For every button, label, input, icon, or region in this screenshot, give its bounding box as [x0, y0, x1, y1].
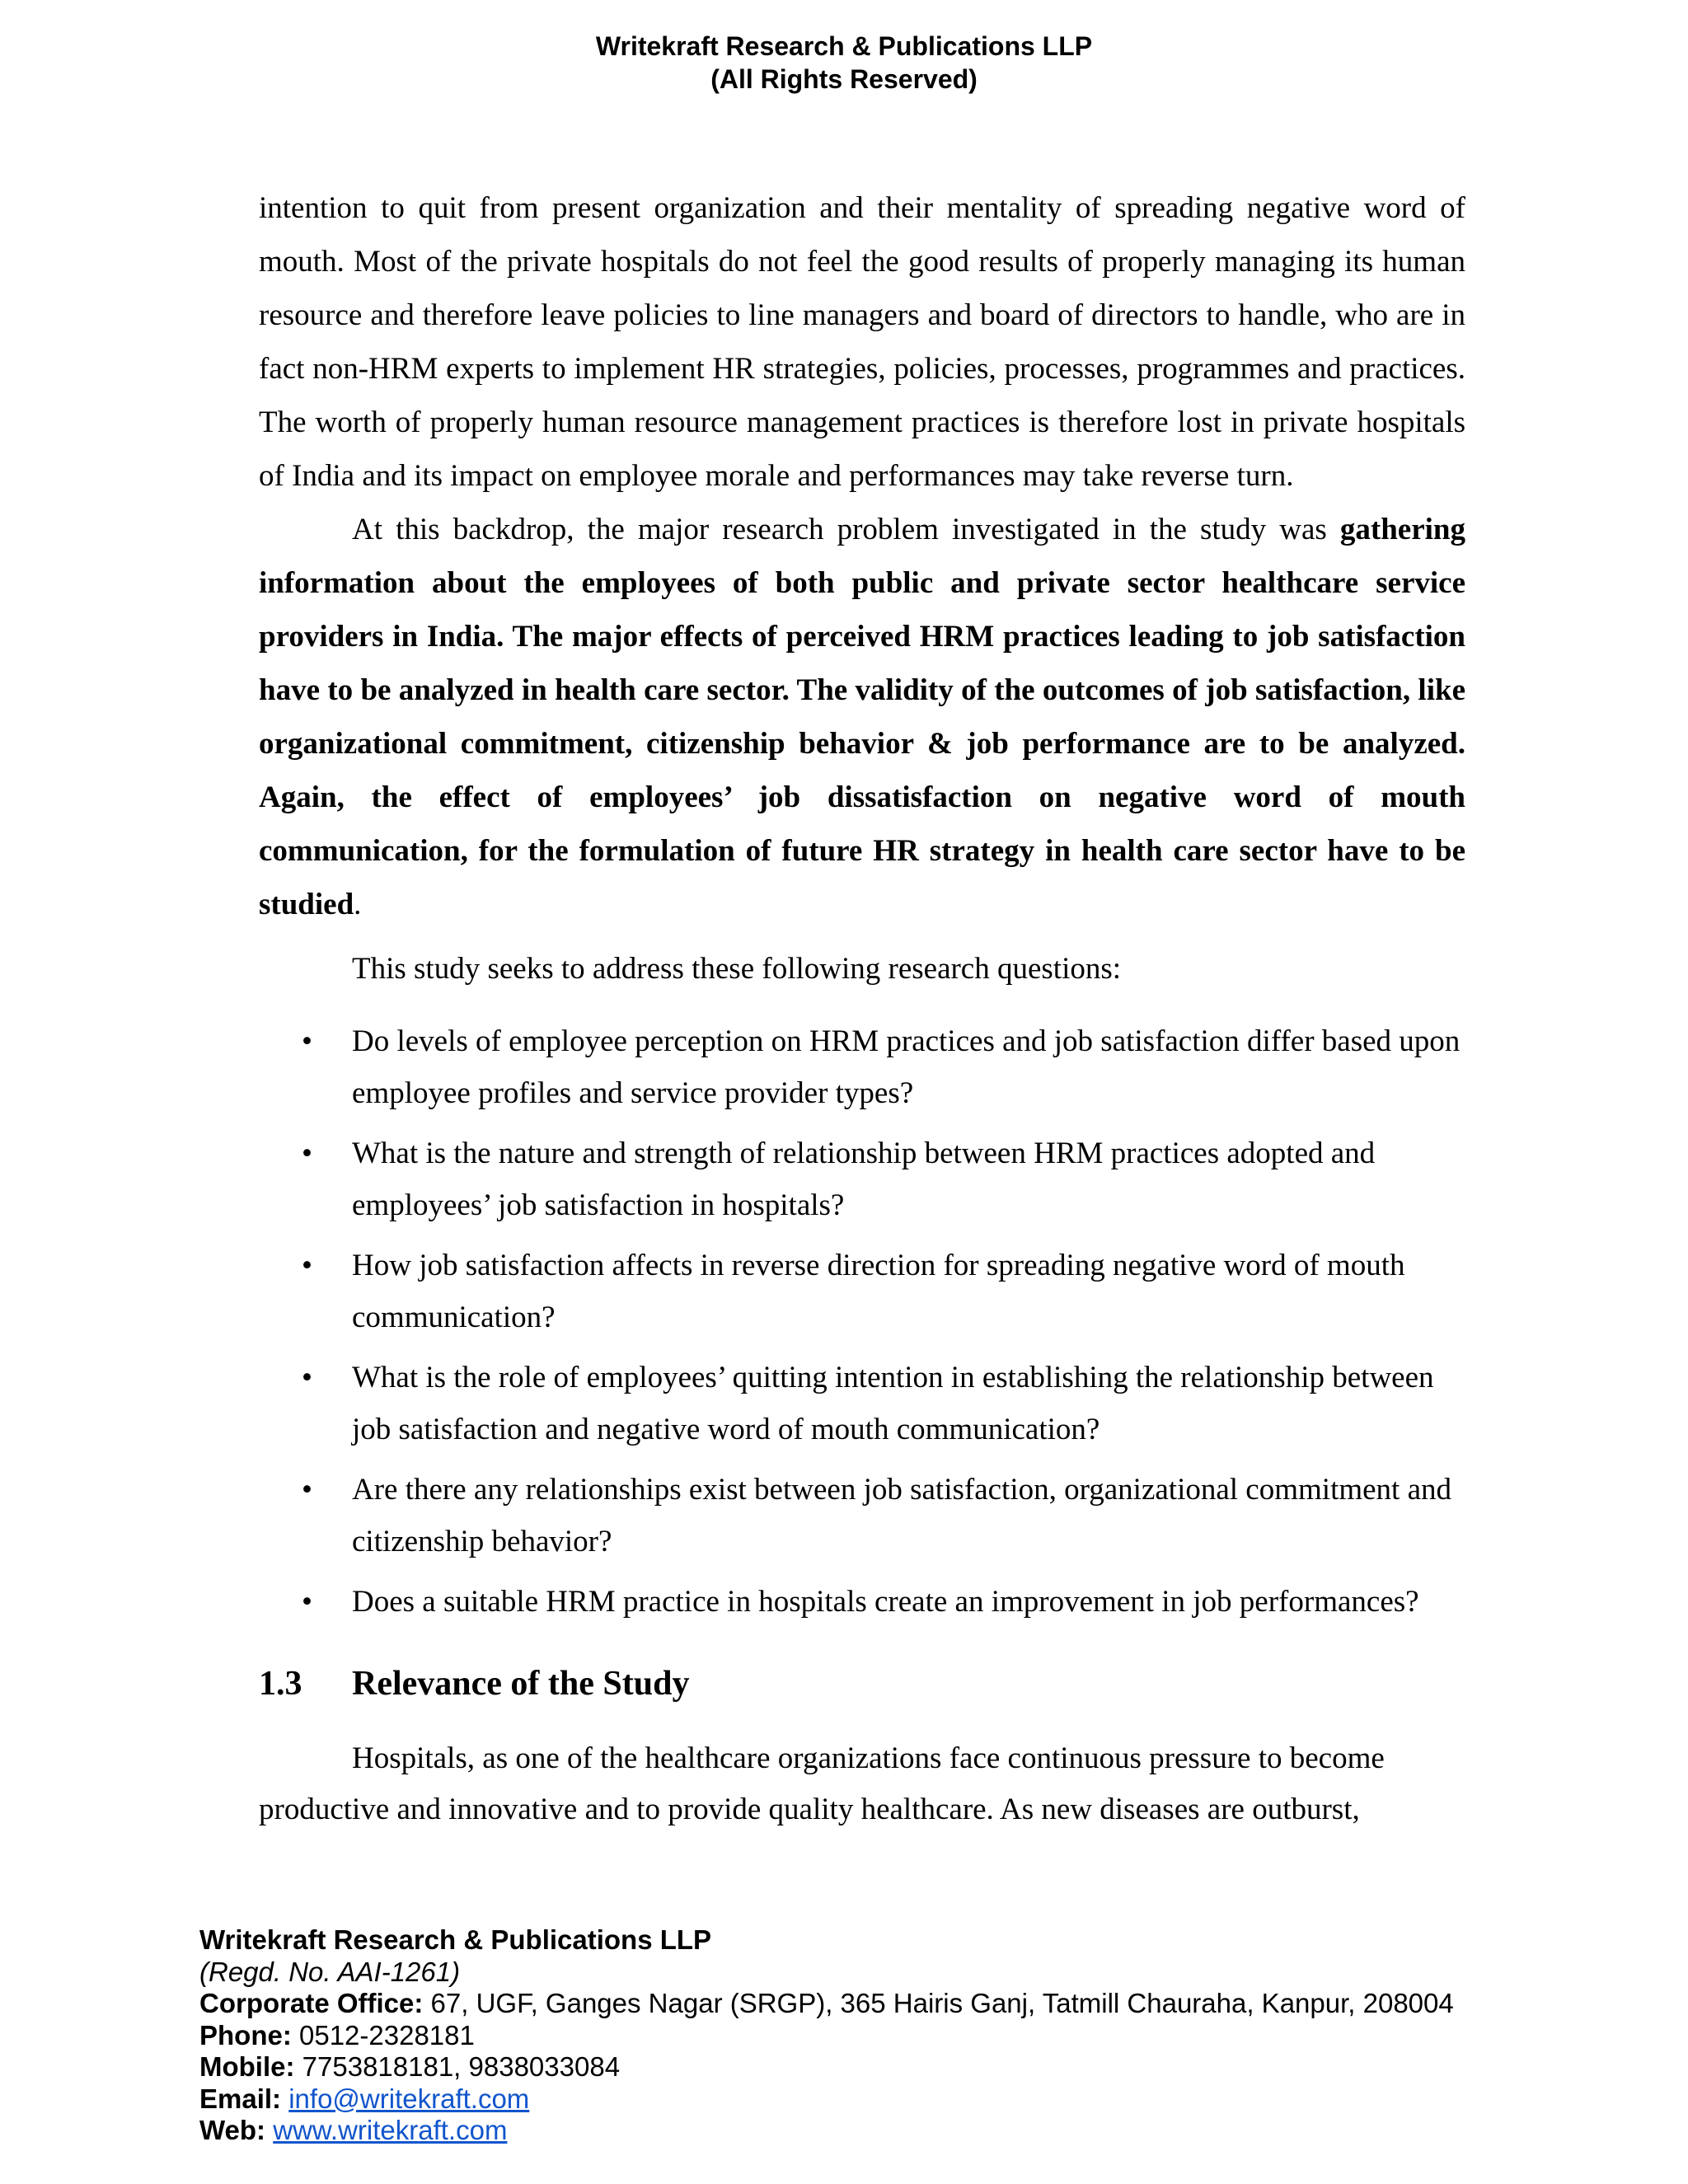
mobile-numbers: 7753818181, 9838033084 — [294, 2051, 621, 2082]
footer-mobile — [199, 2051, 1454, 2083]
footer-email — [199, 2083, 1454, 2116]
question-text: Does a suitable HRM practice in hospitals create an improvement in job performances? — [352, 1585, 1419, 1619]
list-item — [259, 1464, 1465, 1568]
list-item — [259, 1127, 1465, 1231]
question-text: Do levels of employee perception on HRM practices and job satisfaction differ based upon employee profiles and service provider types? — [352, 1024, 1461, 1110]
email-label: Email: — [199, 2083, 282, 2114]
paragraph-2-end: . — [354, 888, 362, 921]
body-paragraph-1: intention to quit from present organization and their mentality of spreading negative word of mouth. Most of the private hospitals do not feel the good results of properly managing its human resource and therefore leave policies to line managers and board of directors to handle, who are in fact non-HRM experts to implement HR strategies, policies, processes, programmes and practices. The worth of properly human resource management practices is therefore lost in private hospitals of India and its impact on employee morale and performances may take reverse turn. — [259, 191, 1465, 493]
bullet-icon: • — [302, 1249, 312, 1282]
footer-registration: (Regd. No. AAI-1261) — [199, 1956, 461, 1987]
list-item — [259, 1352, 1465, 1455]
office-label: Corporate Office: — [199, 1988, 424, 2018]
page-header — [0, 30, 1688, 96]
web-label: Web: — [199, 2115, 266, 2145]
website-link[interactable]: www.writekraft.com — [273, 2115, 508, 2145]
office-address: 67, UGF, Ganges Nagar (SRGP), 365 Hairis Ganj, Tatmill Chauraha, Kanpur, 208004 — [423, 1988, 1454, 2018]
question-text: What is the role of employees’ quitting intention in establishing the relationship between job satisfaction and negative word of mouth communication? — [352, 1361, 1434, 1446]
list-item — [259, 1576, 1465, 1628]
mobile-label: Mobile: — [199, 2051, 295, 2082]
phone-number: 0512-2328181 — [291, 2019, 475, 2050]
list-item — [259, 1240, 1465, 1343]
header-rights-notice: (All Rights Reserved) — [710, 64, 978, 94]
bullet-icon: • — [302, 1137, 312, 1170]
footer-web — [199, 2115, 1454, 2147]
question-text: Are there any relationships exist between job satisfaction, organizational commitment and citizenship behavior? — [352, 1473, 1452, 1558]
section-number: 1.3 — [259, 1665, 302, 1703]
footer-company-name: Writekraft Research & Publications LLP — [199, 1924, 712, 1955]
body-paragraph-2 — [259, 503, 1465, 931]
questions-intro: This study seeks to address these following research questions: — [352, 952, 1122, 986]
email-link[interactable]: info@writekraft.com — [288, 2083, 530, 2114]
section-paragraph — [259, 1733, 1465, 1835]
section-heading — [259, 1659, 1465, 1708]
list-item — [259, 1015, 1465, 1119]
footer-office — [199, 1988, 1454, 2020]
header-company-name: Writekraft Research & Publications LLP — [595, 31, 1093, 61]
bullet-icon: • — [302, 1361, 312, 1394]
paragraph-2-lead: At this backdrop, the major research problem investigated in the study was — [352, 513, 1340, 546]
footer-phone — [199, 2020, 1454, 2052]
question-text: What is the nature and strength of relationship between HRM practices adopted and employees’ job satisfaction in hospitals? — [352, 1137, 1376, 1222]
bullet-icon: • — [302, 1473, 312, 1507]
paragraph-2-bold-statement: gathering information about the employees of both public and private sector healthcare service providers in India. The major effects of perceived HRM practices leading to job satisfaction have to be analyzed in health care sector. The validity of the outcomes of job satisfaction, like organizational commitment, citizenship behavior & job performance are to be analyzed. Again, the effect of employees’ job dissatisfaction on negative word of mouth communication, for the formulation of future HR strategy in health care sector have to be studied — [259, 513, 1465, 921]
page-footer — [199, 1924, 1454, 2147]
research-questions-list — [259, 1015, 1465, 1628]
phone-label: Phone: — [199, 2019, 292, 2050]
bullet-icon: • — [302, 1585, 312, 1619]
section-title: Relevance of the Study — [352, 1665, 690, 1703]
document-body — [259, 181, 1465, 1835]
question-text: How job satisfaction affects in reverse direction for spreading negative word of mouth communication? — [352, 1249, 1405, 1334]
bullet-icon: • — [302, 1024, 312, 1058]
section-paragraph-line-2: productive and innovative and to provide quality healthcare. As new diseases are outburst, — [259, 1793, 1360, 1826]
section-paragraph-line-1: Hospitals, as one of the healthcare organizations face continuous pressure to become — [352, 1741, 1385, 1775]
